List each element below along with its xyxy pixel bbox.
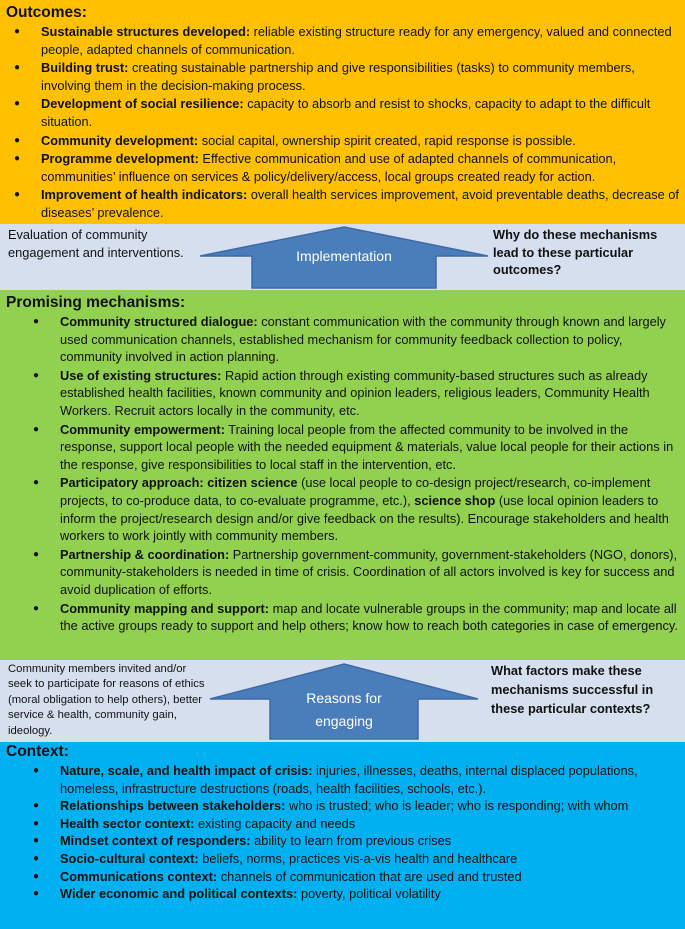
list-item	[6, 95, 679, 130]
item-label: Communications context:	[60, 868, 218, 884]
reasons-label-line2: engaging	[315, 713, 373, 729]
item-label: Community structured dialogue:	[60, 314, 258, 329]
item-text: injuries, illnesses, deaths, internal displaced populations, homeless, infrastructure destructions (roads, health facilities, schools, etc.).	[60, 763, 638, 796]
reasons-left-text: Community members invited and/or seek to participate for reasons of ethics (moral obligation to help others), better service & health, community gain, ideology.	[8, 663, 205, 737]
item-label: Community mapping and support:	[60, 600, 270, 616]
outcomes-section	[0, 0, 685, 224]
item-label: Socio-cultural context:	[60, 850, 199, 866]
list-item	[6, 367, 679, 420]
item-text: channels of communication that are used and trusted	[217, 868, 522, 884]
mechanisms-list	[6, 313, 679, 635]
outcomes-heading: Outcomes:	[6, 4, 87, 21]
item-text: Effective communication and use of adapted channels of communication, communities’ influence on services & policy/delivery/access, local groups created ready for action.	[41, 151, 617, 184]
item-text: Partnership government-community, government-stakeholders (NGO, donors), community-stakeholders is needed in time of crisis. Coordination of all actors involved is key for success and avoid duplication of efforts.	[60, 546, 678, 597]
reasons-arrow	[206, 661, 482, 741]
outcomes-list	[6, 23, 679, 222]
item-label: Improvement of health indicators:	[41, 187, 248, 203]
item-label: Nature, scale, and health impact of crisis:	[60, 763, 313, 778]
list-item	[6, 762, 679, 797]
item-label: Participatory approach: citizen science	[60, 475, 298, 491]
list-item	[6, 600, 679, 635]
item-text: overall health services improvement, avoid preventable deaths, decrease of diseases’ prevalence.	[41, 187, 679, 220]
item-label: Health sector context:	[60, 815, 195, 831]
item-label: Relationships between stakeholders:	[60, 798, 286, 814]
context-heading: Context:	[6, 743, 69, 760]
item-text: Rapid action through existing community-based structures such as already established health facilities, known community and opinion leaders, religious leaders, Community Health Workers. Recruit actors locally in the community, etc.	[60, 367, 650, 418]
question-bold: particular	[574, 244, 634, 260]
item-label: Community development:	[41, 132, 199, 148]
item-label-secondary: science shop	[414, 492, 496, 508]
reasons-question: What factors make these mechanisms successful in these particular contexts?	[491, 663, 654, 716]
item-text-secondary: (use local opinion leaders to inform the project/research design and/or give feedback on the results). Encourage stakeholders and health workers to work jointly with community members.	[60, 492, 669, 544]
list-item	[6, 186, 679, 221]
reasons-label-line1: Reasons for	[306, 690, 382, 706]
list-item	[6, 313, 679, 366]
item-label: Programme development:	[41, 151, 199, 167]
mechanisms-heading: Promising mechanisms:	[6, 294, 186, 311]
item-text: reliable existing structure ready for any emergency, valued and connected people, adapted channels of communication.	[41, 24, 672, 57]
item-text: (use local people to co-design project/research, co-implement projects, to co-produce data, to co-evaluate programme, etc.),	[60, 475, 651, 508]
item-text: social capital, ownership spirit created, rapid response is possible.	[198, 132, 576, 148]
item-text: map and locate vulnerable groups in the community; map and locate all the active groups ready to support and help others; know how to reach both categories in case of emergency.	[60, 600, 678, 634]
question-text: Why do these mechanisms lead to these	[493, 227, 658, 260]
implementation-arrow	[196, 224, 492, 290]
item-label: Community empowerment:	[60, 421, 225, 437]
list-item	[6, 850, 679, 868]
implementation-band	[0, 224, 685, 290]
list-item	[6, 815, 679, 833]
list-item	[6, 832, 679, 850]
implementation-question	[493, 226, 673, 279]
list-item	[6, 474, 679, 544]
item-label: Partnership & coordination:	[60, 546, 230, 562]
implementation-left-text: Evaluation of community engagement and interventions.	[8, 227, 184, 260]
item-text: creating sustainable partnership and give responsibilities (tasks) to community members, involving them in the decision-making process.	[41, 60, 635, 93]
item-label: Use of existing structures:	[60, 367, 222, 383]
list-item	[6, 59, 679, 94]
item-text: Training local people from the affected community to be involved in the response, support local people with the needed equipment & materials, value local people for their actions in the response, give responsibilities to local staff in the intervention, etc.	[60, 421, 674, 472]
item-text: who is trusted; who is leader; who is responding; with whom	[285, 798, 629, 814]
item-label: Building trust:	[41, 60, 129, 76]
item-text: capacity to absorb and resist to shocks, capacity to adapt to the difficult situation.	[41, 96, 651, 129]
item-text: constant communication with the community through known and largely used communication channels, established mechanism for community feedback collection to policy, community involved in action planning.	[60, 314, 666, 365]
question-text-end: outcomes?	[493, 262, 562, 278]
list-item	[6, 150, 679, 185]
list-item	[6, 868, 679, 886]
list-item	[6, 421, 679, 474]
list-item	[6, 546, 679, 599]
item-text: poverty, political volatility	[297, 886, 441, 902]
implementation-label: Implementation	[296, 248, 392, 264]
item-text: existing capacity and needs	[194, 815, 356, 831]
item-label: Development of social resilience:	[41, 96, 244, 112]
context-list	[6, 762, 679, 903]
list-item	[6, 885, 679, 903]
reasons-band	[0, 660, 685, 742]
list-item	[6, 797, 679, 815]
list-item	[6, 23, 679, 58]
list-item	[6, 132, 679, 150]
item-text: ability to learn from previous crises	[250, 833, 452, 849]
context-section	[0, 742, 685, 929]
item-label: Sustainable structures developed:	[41, 24, 251, 39]
item-text: beliefs, norms, practices vis-a-vis health and healthcare	[198, 850, 518, 866]
item-label: Wider economic and political contexts:	[60, 886, 298, 902]
mechanisms-section	[0, 290, 685, 660]
item-label: Mindset context of responders:	[60, 833, 251, 849]
